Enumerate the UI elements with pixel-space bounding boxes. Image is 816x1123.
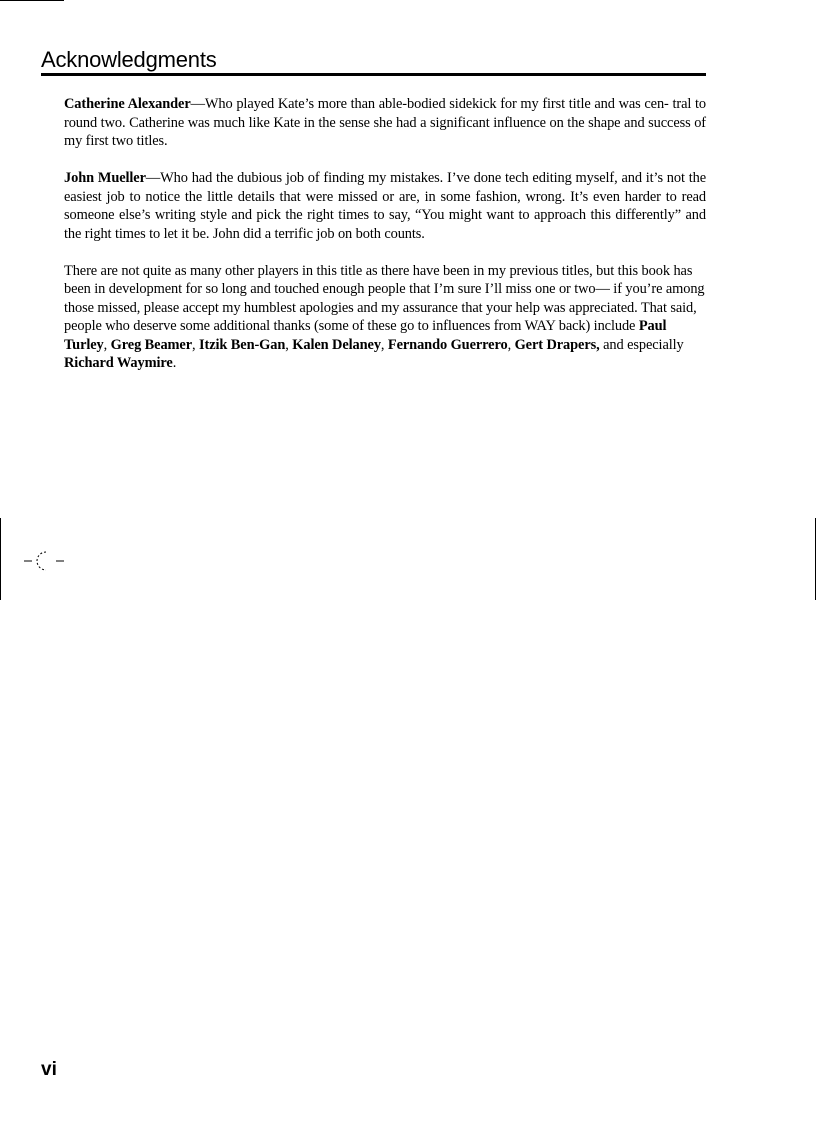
name-separator: ,: [380, 336, 388, 353]
paragraph-john-mueller: [64, 169, 706, 243]
paragraph-text: There are not quite as many other players in this title as there have been in my previous titles, but this book has been in development for so long and touched enough people that I’m sure I’ll miss one or two— if you’re among those missed, please accept my humblest apologies and my assurance that your help was appreciated. That said, people who deserve some additional thanks (some of these go to influences from WAY back) include: [64, 262, 705, 334]
sentence-end: .: [172, 355, 177, 371]
person-name: Gert Drapers,: [514, 336, 600, 353]
person-name: Greg Beamer: [110, 336, 193, 353]
title-rule: [41, 73, 706, 76]
acknowledgments-body: [64, 95, 706, 391]
name-separator: ,: [285, 336, 293, 353]
name-conjunction: and especially: [599, 336, 684, 353]
person-name: Kalen Delaney: [292, 336, 381, 353]
person-name: John Mueller: [64, 170, 146, 186]
person-name: Paul Turley: [64, 318, 667, 353]
registration-mark-icon: [24, 548, 68, 574]
paragraph-other-thanks: [64, 262, 706, 373]
name-separator: ,: [507, 336, 515, 353]
crop-mark-top: [0, 0, 64, 1]
person-name: Richard Waymire: [64, 355, 173, 371]
name-separator: ,: [192, 336, 200, 353]
paragraph-text: —Who played Kate’s more than able-bodied sidekick for my first title and was cen- tral to round two. Catherine was much like Kate in the sense she had a significant influence on the shape and success of my first two titles.: [64, 96, 706, 149]
paragraph-catherine-alexander: [64, 95, 706, 151]
name-separator: ,: [103, 336, 111, 353]
page-number: vi: [41, 1059, 57, 1080]
paragraph-text: —Who had the dubious job of finding my mistakes. I’ve done tech editing myself, and it’s not the easiest job to notice the little details that were missed or are, in some fashion, wrong. It’s even harder to read someone else’s writing style and pick the right times to say, “You might want to approach this differently” and the right times to let it be. John did a terrific job on both counts.: [64, 170, 706, 242]
person-name: Fernando Guerrero: [387, 336, 508, 353]
page-title: Acknowledgments: [41, 47, 217, 72]
person-name: Catherine Alexander: [64, 96, 191, 112]
person-name: Itzik Ben-Gan: [199, 336, 286, 353]
margin-rule-left: [0, 518, 1, 600]
